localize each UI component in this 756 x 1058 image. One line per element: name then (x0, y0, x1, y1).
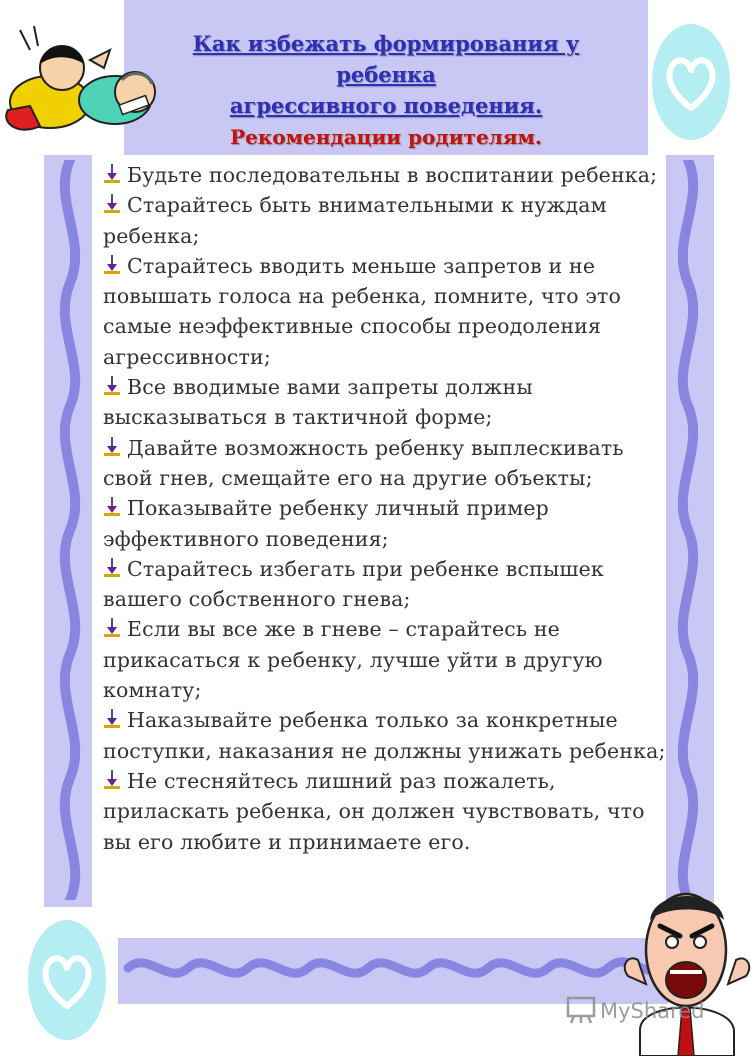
list-item (103, 372, 678, 433)
presentation-board-icon (566, 996, 596, 1029)
list-item (103, 705, 678, 766)
recommendation-list (103, 160, 678, 857)
list-item (103, 190, 678, 251)
page-title (124, 28, 648, 153)
bullet-arrow-icon (103, 376, 121, 396)
bullet-arrow-icon (103, 497, 121, 517)
page-subtitle: Рекомендации родителям. (230, 125, 542, 149)
bullet-arrow-icon (103, 770, 121, 790)
list-item (103, 433, 678, 494)
item-text: Старайтесь избегать при ребенке вспышек вашего собственного гнева; (103, 556, 604, 612)
heart-icon (26, 918, 108, 1042)
list-item (103, 160, 678, 190)
list-item (103, 493, 678, 554)
left-wave-decoration (48, 160, 88, 900)
bullet-arrow-icon (103, 618, 121, 638)
title-line: Как избежать формирования у (192, 31, 580, 56)
item-text: Не стесняйтесь лишний раз пожалеть, приласкать ребенка, он должен чувствовать, что вы его любите и принимаете его. (103, 768, 645, 854)
bullet-arrow-icon (103, 194, 121, 214)
cartoon-angry-man (620, 880, 754, 1056)
list-item (103, 554, 678, 615)
list-item (103, 614, 678, 705)
watermark (566, 996, 704, 1029)
item-text: Будьте последовательны в воспитании ребенка; (127, 163, 658, 187)
title-line: ребенка (336, 62, 436, 87)
item-text: Если вы все же в гневе – старайтесь не прикасаться к ребенку, лучше уйти в другую комнату; (103, 617, 603, 703)
bullet-arrow-icon (103, 255, 121, 275)
item-text: Все вводимые вами запреты должны высказываться в тактичной форме; (103, 375, 533, 430)
bullet-arrow-icon (103, 164, 121, 184)
list-item (103, 766, 678, 857)
item-text: Показывайте ребенку личный пример эффективного поведения; (103, 496, 549, 551)
list-item (103, 251, 678, 372)
bullet-arrow-icon (103, 709, 121, 729)
item-text: Наказывайте ребенка только за конкретные поступки, наказания не должны унижать ребенка; (103, 708, 666, 763)
item-text: Давайте возможность ребенку выплескивать свой гнев, смещайте его на другие объекты; (103, 435, 624, 490)
item-text: Старайтесь быть внимательными к нуждам ребенка; (103, 193, 607, 248)
item-text: Старайтесь вводить меньше запретов и не повышать голоса на ребенка, помните, что это самые неэффективные способы преодоления агрессивности; (103, 253, 621, 369)
title-line: агрессивного поведения. (229, 93, 543, 118)
bullet-arrow-icon (103, 437, 121, 457)
bottom-wave-decoration (122, 948, 662, 988)
watermark-text: MyShared (600, 999, 705, 1023)
heart-icon (650, 22, 732, 142)
bullet-arrow-icon (103, 558, 121, 578)
